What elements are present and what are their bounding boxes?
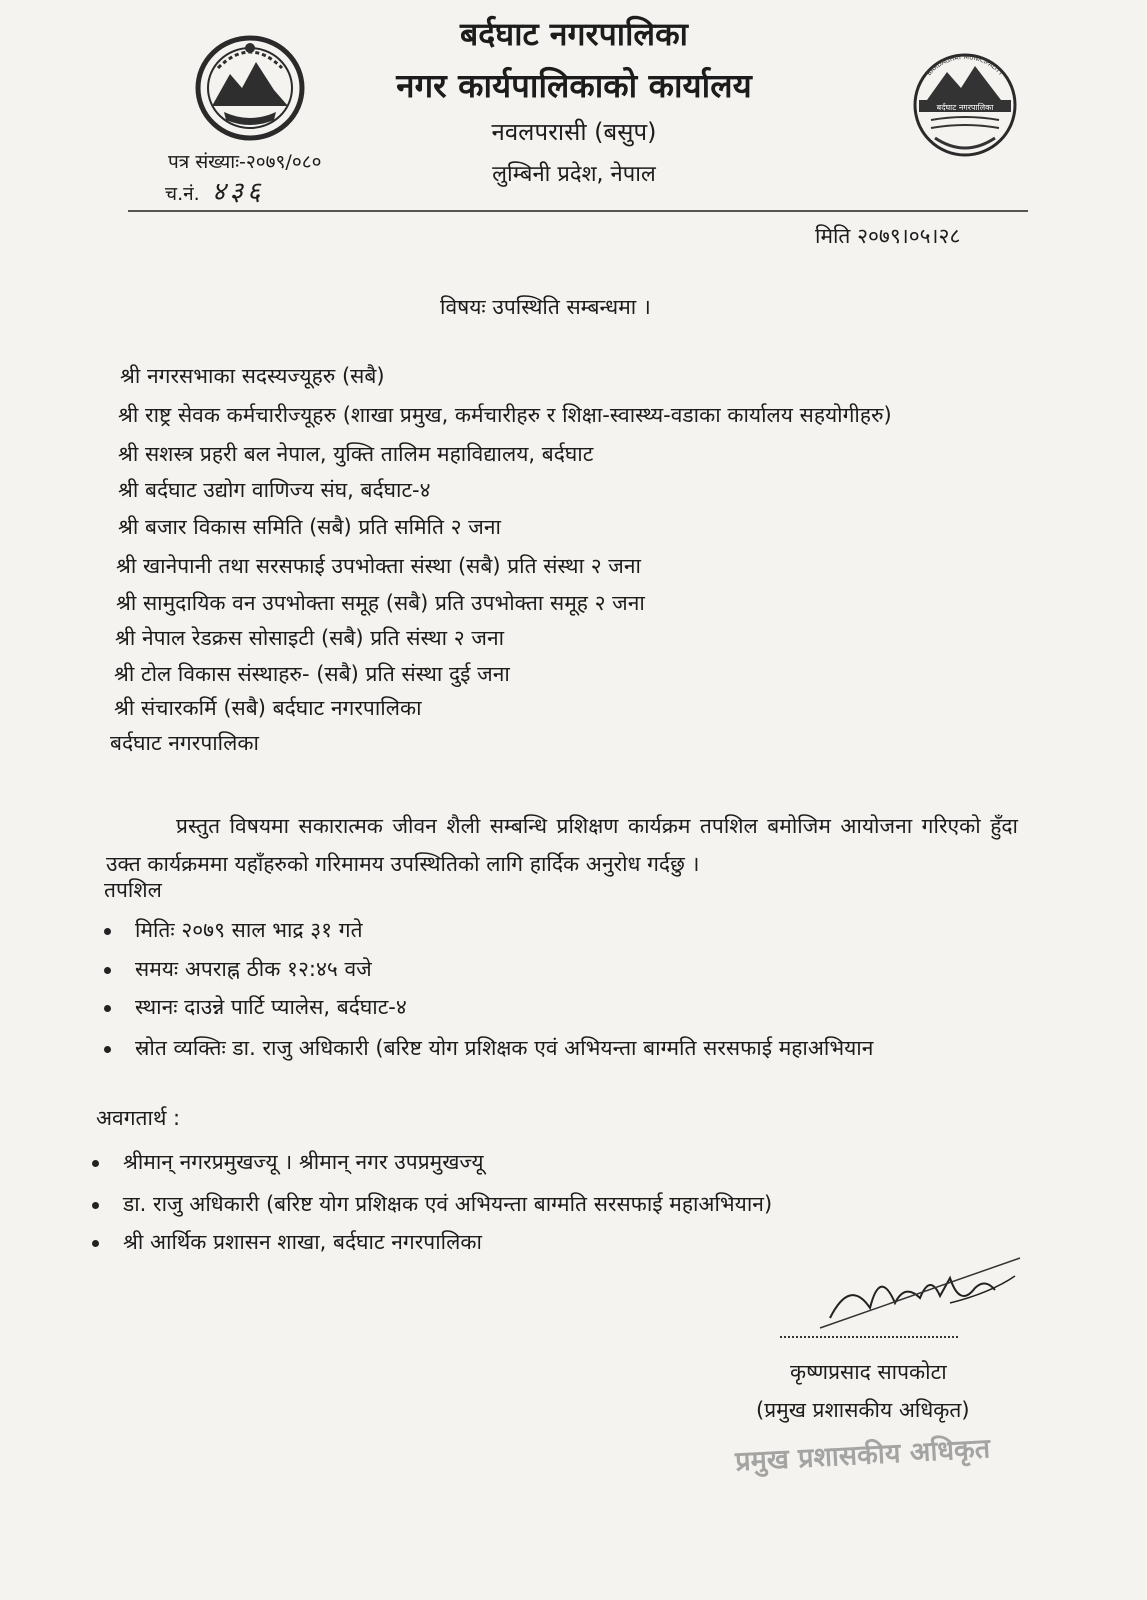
detail-item — [104, 993, 407, 1021]
details-label: तपशिल — [104, 878, 162, 902]
cc-label: अवगतार्थ : — [96, 1106, 181, 1130]
detail-item — [104, 916, 363, 944]
bullet-icon — [104, 1046, 111, 1053]
bullet-icon — [92, 1240, 99, 1247]
recipient-item: श्री बर्दघाट उद्योग वाणिज्य संघ, बर्दघाट-४ — [118, 478, 431, 502]
province-line: लुम्बिनी प्रदेश, नेपाल — [492, 162, 656, 187]
recipient-item: श्री बजार विकास समिति (सबै) प्रति समिति २ जना — [118, 515, 501, 539]
recipient-item: श्री नेपाल रेडक्रस सोसाइटी (सबै) प्रति संस्था २ जना — [115, 626, 505, 650]
detail-item — [104, 1034, 873, 1062]
recipient-item: श्री राष्ट्र सेवक कर्मचारीज्यूहरु (शाखा प्रमुख, कर्मचारीहरु र शिक्षा-स्वास्थ्य-वडाका कार्यालय सहयोगीहरु) — [118, 403, 892, 427]
recipient-item: श्री नगरसभाका सदस्यज्यूहरु (सबै) — [120, 364, 385, 388]
cc-item: डा. राजु अधिकारी (बरिष्ट योग प्रशिक्षक एवं अभियन्ता बाग्मति सरसफाई महाअभियान) — [92, 1190, 772, 1218]
recipient-item: श्री सामुदायिक वन उपभोक्ता समूह (सबै) प्रति उपभोक्ता समूह २ जना — [116, 591, 645, 615]
detail-venue: स्थानः दाउन्ने पार्टि प्यालेस, बर्दघाट-४ — [135, 995, 407, 1019]
bullet-icon — [104, 1005, 111, 1012]
detail-time: समयः अपराह्न ठीक १२:४५ वजे — [135, 957, 372, 981]
recipient-item: श्री टोल विकास संस्थाहरु- (सबै) प्रति संस्था दुई जना — [114, 662, 510, 686]
recipient-item: श्री खानेपानी तथा सरसफाई उपभोक्ता संस्था (सबै) प्रति संस्था २ जना — [116, 554, 641, 578]
subject-line: विषयः उपस्थिति सम्बन्धमा । — [440, 295, 651, 319]
letter-date: मिति २०७९।०५।२८ — [815, 224, 961, 248]
dispatch-number-value: ४३६ — [212, 177, 265, 207]
cc-item: श्री आर्थिक प्रशासन शाखा, बर्दघाट नगरपालिका — [92, 1228, 482, 1256]
office-title: नगर कार्यपालिकाको कार्यालय — [396, 66, 752, 105]
body-paragraph: प्रस्तुत विषयमा सकारात्मक जीवन शैली सम्बन्धि प्रशिक्षण कार्यक्रम तपशिल बमोजिम आयोजना गरिएको हुँदा उक्त कार्यक्रममा यहाँहरुको गरिमामय उपस्थितिको लागि हार्दिक अनुरोध गर्दछु । — [106, 814, 1018, 876]
bullet-icon — [92, 1160, 99, 1167]
cc-item: श्रीमान् नगरप्रमुखज्यू । श्रीमान् नगर उपप्रमुखज्यू — [92, 1148, 484, 1176]
logo-band-text: बर्दघाट नगरपालिका — [936, 103, 994, 112]
municipality-title: बर्दघाट नगरपालिका — [460, 15, 688, 53]
logo-arc-text: BARDAGHAT MUNICIPALITY — [925, 53, 1005, 78]
municipality-logo — [905, 50, 1025, 160]
dispatch-number-label: च.नं. — [165, 183, 200, 205]
signature-line — [780, 1336, 958, 1338]
bullet-icon — [104, 928, 111, 935]
detail-resource-person: स्रोत व्यक्तिः डा. राजु अधिकारी (बरिष्ट योग प्रशिक्षक एवं अभियन्ता बाग्मति सरसफाई महाअभियान — [135, 1036, 874, 1060]
bullet-icon — [92, 1202, 99, 1209]
district-line: नवलपरासी (बसुप) — [491, 118, 657, 146]
nepal-emblem-logo — [190, 28, 310, 146]
signatory-title: (प्रमुख प्रशासकीय अधिकृत) — [756, 1398, 970, 1422]
letter-number: पत्र संख्याः-२०७९/०८० — [168, 151, 322, 173]
detail-item — [104, 955, 372, 983]
signatory-name: कृष्णप्रसाद सापकोटा — [790, 1360, 947, 1384]
official-stamp: प्रमुख प्रशासकीय अधिकृत — [734, 1433, 991, 1478]
bullet-icon — [104, 967, 111, 974]
recipient-item: श्री सशस्त्र प्रहरी बल नेपाल, युक्ति तालिम महाविद्यालय, बर्दघाट — [118, 442, 594, 466]
header-divider — [128, 210, 1028, 212]
recipient-item: बर्दघाट नगरपालिका — [110, 731, 259, 755]
handwritten-signature — [800, 1248, 1030, 1338]
recipient-item: श्री संचारकर्मि (सबै) बर्दघाट नगरपालिका — [114, 696, 422, 720]
detail-date: मितिः २०७९ साल भाद्र ३१ गते — [135, 918, 363, 942]
